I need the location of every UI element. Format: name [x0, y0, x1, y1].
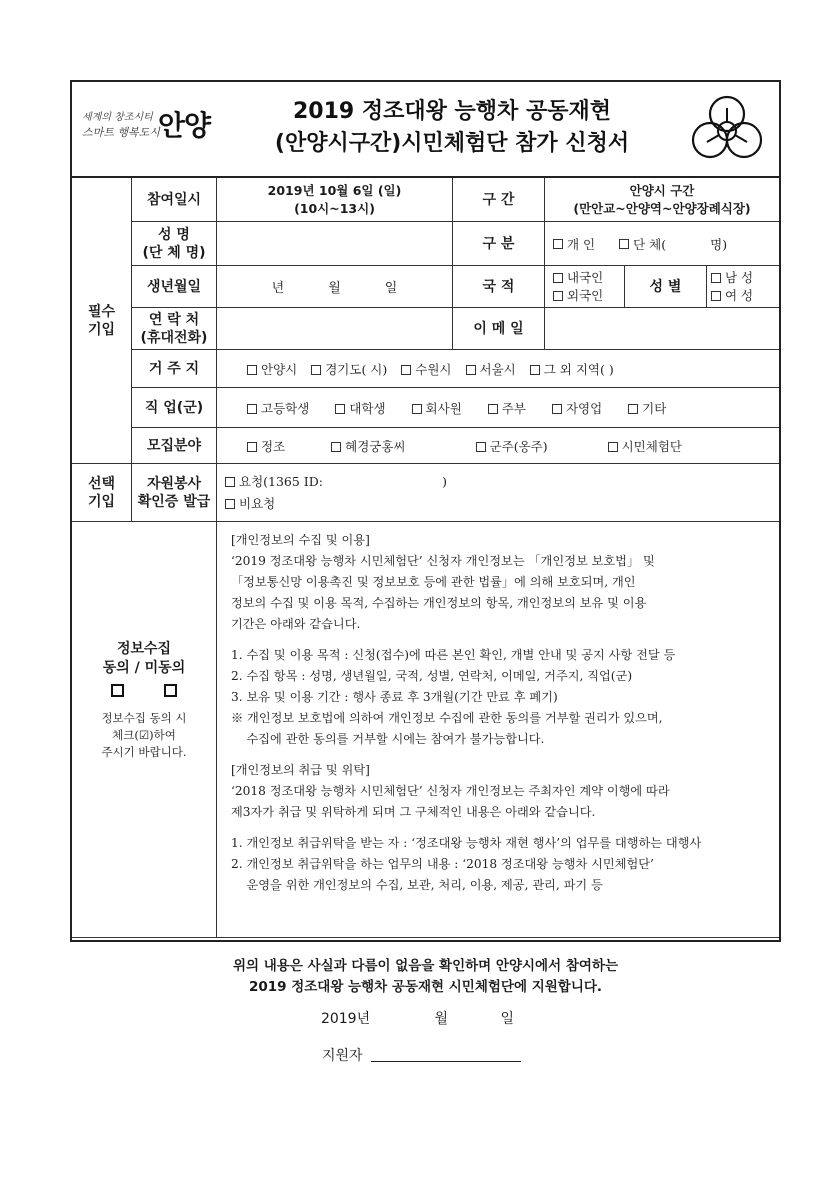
gender-male-checkbox[interactable]	[711, 273, 721, 283]
city-seal-icon	[689, 94, 765, 166]
type-group-checkbox[interactable]	[619, 239, 629, 249]
privacy-line: 정보의 수집 및 이용 목적, 수집하는 개인정보의 항목, 개인정보의 보유 및 이용	[231, 596, 647, 610]
type-label: 구 분	[453, 222, 545, 266]
privacy-line: 3. 보유 및 이용 기간 : 행사 종료 후 3개월(기간 만료 후 폐기)	[231, 690, 558, 704]
date-value-1: 2019년 10월 6일 (일)	[267, 182, 402, 198]
date-day: 일	[500, 1011, 515, 1027]
gender-female-label: 여 성	[725, 287, 754, 303]
anyang-logo	[82, 102, 232, 158]
recruit-option[interactable]: 시민체험단	[608, 437, 682, 455]
privacy-line: ‘2019 정조대왕 능행차 시민체험단’ 신청자 개인정보는 「개인정보 보호법」 및	[231, 554, 655, 568]
recruit-options	[217, 428, 779, 464]
name-label	[132, 222, 217, 266]
consent-note-1: 정보수집 동의 시	[101, 711, 187, 725]
gender-label: 성 별	[625, 266, 707, 308]
consent-checkbox-area	[72, 522, 217, 938]
nation-label: 국 적	[453, 266, 545, 308]
privacy-line: 2. 수집 항목 : 성명, 생년월일, 국적, 성별, 연락처, 이메일, 거주지, 직업(군)	[231, 669, 633, 683]
privacy-line: 2. 개인정보 취급위탁을 하는 업무의 내용 : ‘2018 정조대왕 능행차 시민체험단’	[231, 857, 654, 871]
residence-options	[217, 350, 779, 388]
contact-label-2: (휴대전화)	[140, 329, 208, 346]
type-group-label: 단 체(	[633, 236, 667, 252]
section-value	[545, 178, 779, 222]
title-line2: (안양시구간)시민체험단 참가 신청서	[274, 131, 630, 156]
privacy-line: ‘2018 정조대왕 능행차 시민체험단’ 신청자 개인정보는 주최자인 계약 이행에 따라	[231, 784, 670, 798]
form-title	[232, 96, 672, 160]
recruit-option[interactable]: 혜경궁홍씨	[331, 437, 405, 455]
consent-agree-checkbox[interactable]	[111, 684, 124, 697]
section-value-1: 안양시 구간	[629, 182, 695, 198]
date-year: 2019년	[320, 1011, 371, 1027]
application-form	[70, 80, 781, 995]
nation-foreign-checkbox[interactable]	[553, 291, 563, 301]
job-option[interactable]: 대학생	[335, 399, 385, 417]
application-date	[0, 1008, 835, 1028]
type-group-unit: 명)	[710, 236, 728, 252]
section-optional	[72, 464, 132, 522]
recruit-label: 모집분야	[132, 428, 217, 464]
privacy-notice	[217, 522, 779, 938]
gender-options	[707, 266, 779, 308]
email-input[interactable]	[545, 308, 779, 350]
logo-line2: 스마트 행복도시	[82, 126, 160, 139]
privacy-line: [개인정보의 수집 및 이용]	[231, 533, 370, 547]
signature-field[interactable]	[371, 1048, 521, 1062]
birth-input[interactable]	[217, 266, 453, 308]
birth-label: 생년월일	[132, 266, 217, 308]
residence-option[interactable]: 서울시	[466, 360, 516, 378]
job-option[interactable]: 주부	[488, 399, 526, 417]
job-options	[217, 388, 779, 428]
date-label: 참여일시	[132, 178, 217, 222]
contact-input[interactable]	[217, 308, 453, 350]
declaration-line2: 2019 정조대왕 능행차 공동재현 시민체험단에 지원합니다.	[248, 979, 603, 995]
date-month: 월	[434, 1011, 449, 1027]
nation-options	[545, 266, 625, 308]
birth-year: 년	[271, 281, 285, 296]
gender-female-checkbox[interactable]	[711, 291, 721, 301]
job-option[interactable]: 기타	[628, 399, 666, 417]
name-label-1: 성 명	[158, 226, 190, 243]
declaration-line1: 위의 내용은 사실과 다름이 없음을 확인하며 안양시에서 참여하는	[232, 958, 618, 974]
section-label: 구 간	[453, 178, 545, 222]
nation-domestic-label: 내국인	[567, 269, 604, 285]
declaration	[72, 940, 779, 998]
privacy-line: 수집에 관한 동의를 거부할 시에는 참여가 불가능합니다.	[231, 732, 545, 746]
volunteer-request-checkbox[interactable]	[225, 477, 235, 487]
privacy-line: 「정보통신망 이용촉진 및 정보보호 등에 관한 법률」에 의해 보호되며, 개인	[231, 575, 636, 589]
consent-disagree-checkbox[interactable]	[164, 684, 177, 697]
nation-domestic-checkbox[interactable]	[553, 273, 563, 283]
contact-label-1: 연 락 처	[148, 311, 200, 328]
volunteer-label-2: 확인증 발급	[137, 493, 211, 510]
section-value-2: (만안교~안양역~안양장례식장)	[573, 200, 751, 216]
privacy-line: ※ 개인정보 보호법에 의하여 개인정보 수집에 관한 동의를 거부할 권리가 있으며,	[231, 711, 663, 725]
section-required	[72, 178, 132, 464]
recruit-option[interactable]: 군주(옹주)	[476, 437, 548, 455]
date-value-2: (10시~13시)	[294, 200, 375, 216]
volunteer-no-label: 비요청	[239, 495, 276, 511]
section-optional-label: 선택 기입	[87, 475, 116, 510]
consent-note-3: 주시기 바랍니다.	[101, 745, 187, 759]
privacy-line: [개인정보의 취급 및 위탁]	[231, 763, 370, 777]
birth-day: 일	[384, 281, 398, 296]
gender-male-label: 남 성	[725, 269, 754, 285]
volunteer-label	[132, 464, 217, 522]
form-header	[72, 82, 779, 178]
consent-title-1: 정보수집	[116, 641, 172, 657]
residence-option[interactable]: 안양시	[247, 360, 297, 378]
job-label: 직 업(군)	[132, 388, 217, 428]
type-individual-checkbox[interactable]	[553, 239, 563, 249]
volunteer-label-1: 자원봉사	[146, 475, 202, 492]
volunteer-no-checkbox[interactable]	[225, 499, 235, 509]
name-input[interactable]	[217, 222, 453, 266]
residence-option[interactable]: 그 외 지역( )	[530, 360, 614, 378]
title-line1: 2019 정조대왕 능행차 공동재현	[293, 99, 611, 124]
consent-boxes	[72, 682, 216, 700]
privacy-line: 1. 수집 및 이용 목적 : 신청(접수)에 따른 본인 확인, 개별 안내 및 공지 사항 전달 등	[231, 648, 676, 662]
signer-label: 지원자	[322, 1048, 363, 1064]
nation-foreign-label: 외국인	[567, 287, 604, 303]
signer-area	[322, 1045, 521, 1065]
type-options	[545, 222, 779, 266]
date-value	[217, 178, 453, 222]
logo-line1: 세계의 창조시티	[82, 112, 153, 123]
job-option[interactable]: 회사원	[412, 399, 462, 417]
residence-option[interactable]: 수원시	[401, 360, 451, 378]
privacy-line: 1. 개인정보 취급위탁을 받는 자 : ‘정조대왕 능행차 재현 행사’의 업무를 대행하는 대행사	[231, 836, 702, 850]
job-option[interactable]: 고등학생	[247, 399, 309, 417]
privacy-line: 제3자가 취급 및 위탁하게 되며 그 구체적인 내용은 아래와 같습니다.	[231, 805, 596, 819]
section-required-label: 필수 기입	[87, 303, 116, 338]
volunteer-request-label: 요청(1365 ID: )	[239, 473, 448, 489]
birth-month: 월	[328, 281, 341, 296]
consent-note-2: 체크(☑)하여	[112, 728, 176, 742]
residence-label: 거 주 지	[132, 350, 217, 388]
privacy-line: 기간은 아래와 같습니다.	[231, 617, 361, 631]
contact-label	[132, 308, 217, 350]
consent-title-2: 동의 / 미동의	[102, 660, 186, 676]
residence-option[interactable]: 경기도( 시)	[311, 360, 387, 378]
volunteer-options	[217, 464, 779, 522]
email-label: 이 메 일	[453, 308, 545, 350]
type-individual-label: 개 인	[567, 236, 596, 252]
recruit-option[interactable]: 정조	[247, 437, 285, 455]
logo-main: 안양	[158, 109, 211, 142]
name-label-2: (단 체 명)	[142, 244, 206, 261]
job-option[interactable]: 자영업	[552, 399, 602, 417]
privacy-line: 운영을 위한 개인정보의 수집, 보관, 처리, 이용, 제공, 관리, 파기 등	[231, 878, 603, 892]
